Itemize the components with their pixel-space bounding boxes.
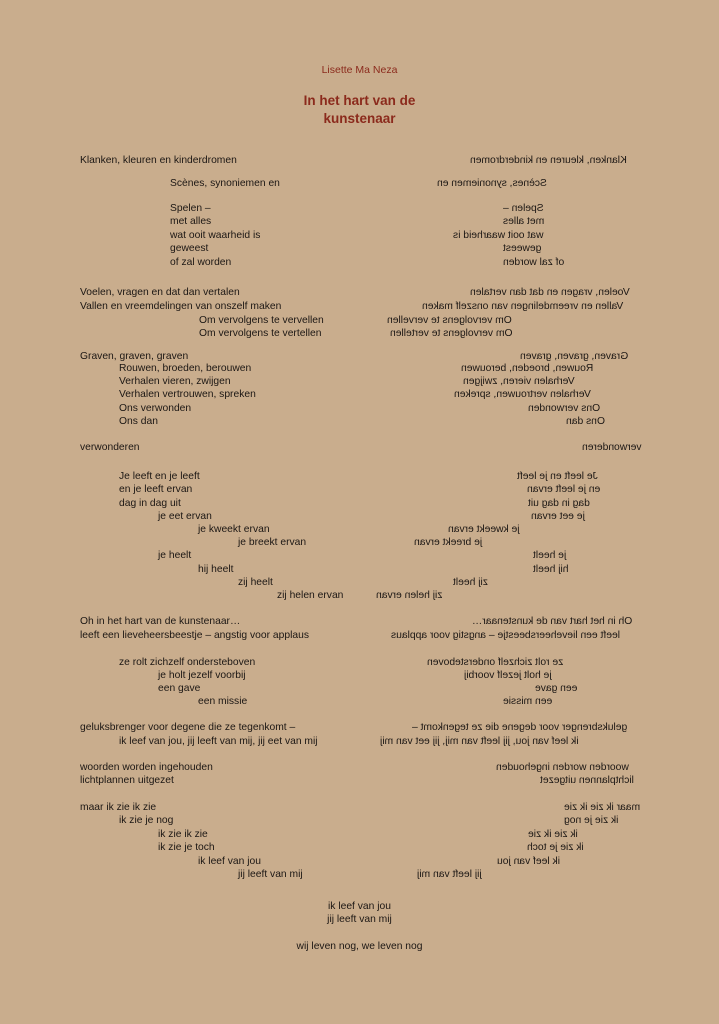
poem-line: verwonderen — [80, 442, 140, 453]
poem-line: Graven, graven, graven — [80, 351, 189, 362]
poem-line-mirrored: Om vervolgens te vervellen — [387, 315, 512, 326]
poem-line: hij heelt — [198, 564, 234, 575]
poem-line: Oh in het hart van de kunstenaar… — [80, 616, 241, 627]
poem-line-mirrored: maar ik zie ik zie — [564, 802, 641, 813]
poem-line: ik leef van jou, jij leeft van mij, jij eet van mij — [119, 736, 318, 747]
poem-line: je kweekt ervan — [198, 524, 270, 535]
poem-line-mirrored: ze rolt zichzelf ondersteboven — [427, 657, 564, 668]
title-line-1: In het hart van de — [303, 93, 416, 108]
ending-line-2: jij leeft van mij — [327, 914, 392, 925]
poem-line: lichtplannen uitgezet — [80, 775, 174, 786]
poem-line: ik zie ik zie — [158, 829, 208, 840]
poem-line-mirrored: wat ooit waarheid is — [453, 230, 544, 241]
ending-line-1: ik leef van jou — [328, 901, 391, 912]
poem-line: zij heelt — [238, 577, 273, 588]
poem-line-mirrored: en je leeft ervan — [527, 484, 601, 495]
poem-line: leeft een lieveheersbeestje – angstig voor applaus — [80, 630, 309, 641]
poem-line-mirrored: Rouwen, broeden, berouwen — [461, 363, 594, 374]
poem-line-mirrored: je kweekt ervan — [448, 524, 520, 535]
poem-line-mirrored: je heelt — [533, 550, 567, 561]
poem-line-mirrored: of zal worden — [503, 257, 565, 268]
poem-line-mirrored: geweest — [503, 243, 542, 254]
poem-line: Ons verwonden — [119, 403, 192, 414]
author-name: Lisette Ma Neza — [321, 64, 398, 76]
poem-line: geluksbrenger voor degene die ze tegenkomt – — [80, 722, 296, 733]
poem-line: Om vervolgens te vervellen — [199, 315, 324, 326]
poem-line-mirrored: Verhalen vertrouwen, spreken — [454, 389, 591, 400]
poem-line-mirrored: hij heelt — [533, 564, 569, 575]
poem-line-mirrored: geluksbrenger voor degene die ze tegenkomt – — [412, 722, 628, 733]
poem-line-mirrored: je eet ervan — [531, 511, 585, 522]
poem-line-mirrored: zij heelt — [453, 577, 488, 588]
poem-line: Klanken, kleuren en kinderdromen — [80, 155, 237, 166]
poem-line: met alles — [170, 216, 212, 227]
poem-line: ik zie je nog — [119, 815, 174, 826]
poem-line: zij helen ervan — [277, 590, 344, 601]
poem-line-mirrored: Verhalen vieren, zwijgen — [463, 376, 575, 387]
poem-line: Ons dan — [119, 416, 158, 427]
poem-line-mirrored: Ons dan — [566, 416, 605, 427]
poem-line: Je leeft en je leeft — [119, 471, 200, 482]
poem-line-mirrored: je breekt ervan — [414, 537, 483, 548]
poem-line: dag in dag uit — [119, 498, 181, 509]
poem-line: Verhalen vertrouwen, spreken — [119, 389, 256, 400]
poem-line-mirrored: Voelen, vragen en dat dan vertalen — [470, 287, 630, 298]
poem-line: je holt jezelf voorbij — [158, 670, 246, 681]
poem-line-mirrored: Oh in het hart van de kunstenaar… — [472, 616, 633, 627]
poem-line-mirrored: ik zie je nog — [564, 815, 619, 826]
poem-line-mirrored: je holt jezelf voorbij — [464, 670, 552, 681]
poem-line-mirrored: met alles — [503, 216, 545, 227]
poem-line: Voelen, vragen en dat dan vertalen — [80, 287, 240, 298]
poem-line-mirrored: Klanken, kleuren en kinderdromen — [470, 155, 627, 166]
poem-line-mirrored: ik leef van jou — [497, 856, 560, 867]
poem-line-mirrored: een gave — [535, 683, 578, 694]
poem-line: een missie — [198, 696, 248, 707]
poem-line: Verhalen vieren, zwijgen — [119, 376, 231, 387]
poem-line: woorden worden ingehouden — [80, 762, 213, 773]
poem-line: ik zie je toch — [158, 842, 215, 853]
poem-line: je eet ervan — [158, 511, 212, 522]
poem-line: ze rolt zichzelf ondersteboven — [119, 657, 256, 668]
poem-line: Spelen – — [170, 203, 211, 214]
poem-line: Om vervolgens te vertellen — [199, 328, 322, 339]
poem-line-mirrored: woorden worden ingehouden — [496, 762, 629, 773]
poem-line: en je leeft ervan — [119, 484, 193, 495]
poem-line: Rouwen, broeden, berouwen — [119, 363, 252, 374]
poem-line: ik leef van jou — [198, 856, 261, 867]
poem-line: jij leeft van mij — [238, 869, 303, 880]
poem-line-mirrored: Graven, graven, graven — [520, 351, 629, 362]
ending-line-3: wij leven nog, we leven nog — [296, 941, 423, 952]
title-line-2: kunstenaar — [323, 111, 396, 126]
poem-line-mirrored: ik zie je toch — [527, 842, 584, 853]
poem-line-mirrored: ik leef van jou, jij leeft van mij, jij eet van mij — [380, 736, 579, 747]
poem-line: of zal worden — [170, 257, 232, 268]
poem-line: maar ik zie ik zie — [80, 802, 157, 813]
poem-line-mirrored: jij leeft van mij — [417, 869, 482, 880]
poem-line: je breekt ervan — [238, 537, 307, 548]
poem-line: Scènes, synoniemen en — [170, 178, 280, 189]
poem-line-mirrored: Spelen – — [503, 203, 544, 214]
poem-line: je heelt — [158, 550, 192, 561]
poem-line-mirrored: dag in dag uit — [528, 498, 590, 509]
poem-title — [0, 92, 719, 128]
poem-line-mirrored: Je leeft en je leeft — [517, 471, 598, 482]
poem-line: geweest — [170, 243, 209, 254]
poem-line-mirrored: een missie — [503, 696, 553, 707]
poem-line: Vallen en vreemdelingen van onszelf maken — [80, 301, 282, 312]
poem-line: een gave — [158, 683, 201, 694]
poem-line-mirrored: Scènes, synoniemen en — [437, 178, 547, 189]
poem-line-mirrored: Om vervolgens te vertellen — [390, 328, 513, 339]
poem-line: wat ooit waarheid is — [170, 230, 261, 241]
poem-line-mirrored: zij helen ervan — [376, 590, 443, 601]
poem-line-mirrored: ik zie ik zie — [528, 829, 578, 840]
poem-line-mirrored: lichtplannen uitgezet — [540, 775, 634, 786]
poem-line-mirrored: leeft een lieveheersbeestje – angstig voor applaus — [391, 630, 620, 641]
poem-line-mirrored: Ons verwonden — [528, 403, 601, 414]
poem-line-mirrored: verwonderen — [582, 442, 642, 453]
poem-line-mirrored: Vallen en vreemdelingen van onszelf maken — [422, 301, 624, 312]
